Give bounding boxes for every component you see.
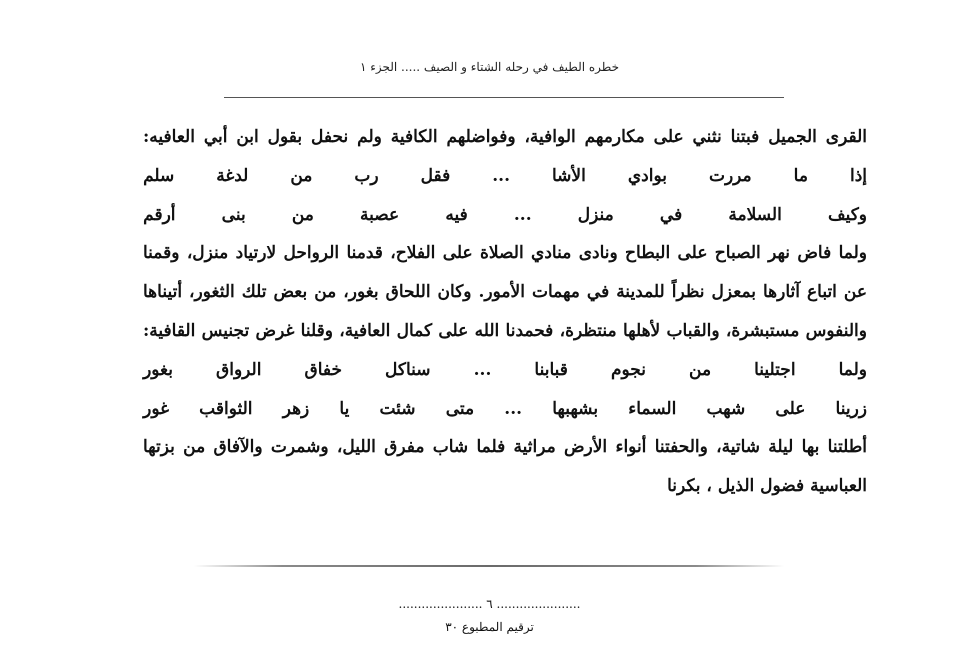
verse-word: ... [473,359,492,380]
verse-word: في [659,204,683,225]
verse-word: الثواقب [199,398,253,419]
verse-word: وكيف [827,204,867,225]
verse-word: زرينا [835,398,867,419]
verse-word: بغور [143,359,173,380]
verse-word: ما [793,165,808,186]
verse-word: شهب [706,398,746,419]
verse-word: نجوم [610,359,646,380]
verse-line [143,196,867,235]
verse-word: الأشا [552,165,586,186]
verse-word: أرقم [143,204,176,225]
paragraph-line: عن اتباع آثارها بمعزل نظراً للمدينة في مهمات الأمور. وكان اللحاق بغور، من بعض تلك الثغور، أتيناها [143,282,867,303]
verse-word: اجتلينا [754,359,796,380]
verse-line [143,157,867,196]
paragraph-line: أطلتنا بها ليلة شاتية، والحفتنا أنواء الأرض مراثية فلما شاب مفرق الليل، وشمرت والآفاق من بزتها [143,437,867,458]
verse-word: ... [492,165,510,186]
verse-word: ... [504,398,523,419]
verse-word: ... [513,204,532,225]
body-text [143,118,867,506]
verse-line [143,390,867,429]
verse-word: خفاق [304,359,342,380]
verse-word: بنى [221,204,246,225]
verse-word: مررت [708,165,752,186]
verse-word: سناكل [385,359,431,380]
verse-word: لدغة [216,165,249,186]
verse-word: منزل [577,204,614,225]
header-divider [224,97,784,98]
verse-word: على [775,398,806,419]
verse-word: بوادي [627,165,667,186]
verse-word: شئت [379,398,416,419]
verse-line [143,351,867,390]
page-number: ...................... ٦ ...................... [398,597,581,611]
verse-word: السماء [628,398,677,419]
verse-word: من [291,204,314,225]
paragraph-line: والنفوس مستبشرة، والقباب لأهلها منتظرة، فحمدنا الله على كمال العافية، وقلنا غرض تجنيس القافية: [143,320,867,341]
running-header: خطره الطيف في رحله الشتاء و الصيف ..... الجزء ١ [359,60,620,74]
verse-word: إذا [849,165,867,186]
verse-word: رب [354,165,379,186]
verse-word: من [290,165,313,186]
verse-word: السلامة [728,204,782,225]
verse-word: الرواق [216,359,262,380]
paragraph-last-line: العباسية فضول الذيل ، بكرنا [667,476,867,497]
verse-word: فيه [445,204,468,225]
verse-word: متى [445,398,475,419]
verse-word: يا [339,398,350,419]
verse-word: فقل [420,165,451,186]
paragraph-line: القرى الجميل فبتنا نثني على مكارمهم الوافية، وفواضلهم الكافية ولم نحفل بقول ابن أبي العافيه: [143,127,867,147]
verse-word: بشهبها [552,398,599,419]
verse-word: زهر [282,398,310,419]
verse-word: قبابنا [534,359,568,380]
print-page-number: ترقيم المطبوع ٣٠ [445,620,534,634]
verse-word: ولما [838,359,867,380]
verse-word: من [689,359,712,380]
verse-word: غور [143,398,170,419]
verse-word: سلم [143,165,175,186]
verse-word: عصبة [360,204,400,225]
footer-divider [194,565,784,567]
paragraph-line: ولما فاض نهر الصباح على البطاح ونادى منادي الصلاة على الفلاح، قدمنا الرواحل لارتياد منزل، وقمنا [143,243,867,264]
